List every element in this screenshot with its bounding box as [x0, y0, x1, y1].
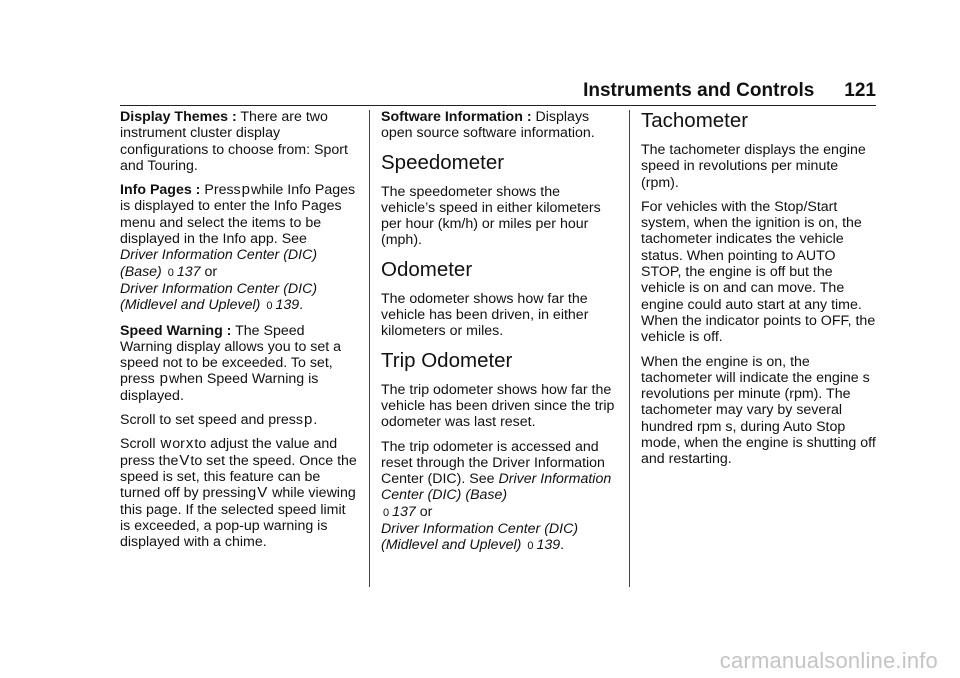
- period: .: [299, 297, 304, 314]
- dic-base-reference-link[interactable]: Driver Information Center (DIC) (Base): [120, 247, 318, 280]
- info-pages-text: while Info Pages is displayed to enter the Info Pages menu and select the items to be displayed in the Info app. See: [120, 182, 356, 248]
- page-reference-icon: 0: [167, 266, 174, 279]
- info-pages-term: Info Pages :: [120, 182, 201, 199]
- dic-midlevel-page-link[interactable]: 139: [275, 297, 300, 314]
- scroll-set-speed-text: Scroll to set speed and press: [120, 412, 303, 429]
- trip-odometer-text: The trip odometer shows how far the vehicle has been driven since the trip odometer was last reset.: [381, 381, 615, 431]
- scroll-adjust-paragraph: [120, 436, 358, 550]
- page-reference-icon: 0: [266, 300, 273, 313]
- period: .: [313, 412, 318, 429]
- column-divider: [629, 110, 630, 587]
- column-2: [381, 109, 615, 563]
- column-divider: [369, 110, 370, 587]
- display-themes-term: Display Themes :: [120, 109, 237, 125]
- select-button-icon: p: [241, 181, 250, 199]
- or-text: or: [204, 263, 218, 280]
- or-text: or: [172, 436, 185, 453]
- select-button-icon: p: [303, 411, 313, 429]
- header-rule: [120, 105, 876, 106]
- scroll-up-icon: w: [160, 435, 172, 453]
- speed-warning-text: The Speed Warning display allows you to set a speed not to be exceeded. To set, press: [120, 322, 342, 388]
- odometer-text: The odometer shows how far the vehicle has been driven, in either kilometers or miles.: [381, 290, 589, 340]
- tachometer-paragraph-3: When the engine is on, the tachometer will indicate the engine s revolutions per minute (rpm). The tachometer may vary by several hundred rpm s, during Auto Stop mode, when the engine is shutting off and restarting.: [641, 353, 876, 468]
- speed-warning-text-2: when Speed Warning is displayed.: [120, 371, 319, 404]
- info-pages-paragraph: [120, 182, 358, 314]
- dic-base-reference-link[interactable]: Driver Information Center (DIC) (Base): [381, 471, 612, 504]
- select-button-icon: p: [159, 370, 168, 388]
- page-reference-icon: 0: [383, 506, 390, 519]
- dic-base-page-link[interactable]: 137: [176, 263, 201, 280]
- display-themes-text: There are two instrument cluster display configurations to choose from: Sport and Touring.: [120, 109, 348, 174]
- tachometer-heading: Tachometer: [641, 109, 749, 132]
- software-info-paragraph: [381, 109, 615, 142]
- page-number: 121: [844, 80, 876, 101]
- column-3: [641, 109, 877, 476]
- checkmark-icon: V: [257, 484, 268, 502]
- trip-odometer-reset-text: The trip odometer is accessed and reset through the Driver Information Center (DIC). See: [381, 438, 605, 488]
- scroll-set-speed-paragraph: [120, 412, 358, 428]
- software-info-text: Displays open source software information.: [381, 109, 595, 142]
- speed-warning-paragraph: [120, 323, 358, 404]
- scroll-word: Scroll: [120, 436, 156, 453]
- checkmark-icon: V: [179, 451, 190, 469]
- speed-warning-term: Speed Warning :: [120, 322, 232, 339]
- trip-odometer-heading: Trip Odometer: [381, 348, 513, 372]
- scroll-adjust-text: to adjust the value and press the: [120, 436, 338, 469]
- tachometer-paragraph-1: The tachometer displays the engine speed in revolutions per minute (rpm).: [641, 142, 866, 191]
- tachometer-paragraph-2: For vehicles with the Stop/Start system, when the ignition is on, the tachometer indicates the vehicle status. When pointing to AUTO STOP, the engine is off but the vehicle is on and can move. The engine could auto start at any time. When the indicator points to OFF, the vehicle is off.: [641, 198, 876, 346]
- section-title: Instruments and Controls: [583, 80, 815, 101]
- dic-base-page-link[interactable]: 137: [392, 503, 416, 520]
- period: .: [560, 537, 565, 554]
- scroll-down-icon: x: [185, 435, 194, 453]
- dic-midlevel-page-link[interactable]: 139: [536, 537, 561, 554]
- speedometer-text: The speedometer shows the vehicle’s speed in either kilometers per hour (km/h) or miles per hour (mph).: [381, 183, 601, 249]
- software-info-term: Software Information :: [381, 109, 532, 125]
- info-pages-press: Press: [204, 182, 241, 199]
- or-text: or: [419, 503, 433, 520]
- dic-midlevel-reference-link[interactable]: Driver Information Center (DIC) (Midlevel and Uplevel): [381, 521, 579, 554]
- scroll-adjust-text-3: while viewing this page. If the selected speed limit is exceeded, a pop-up warning is displayed with a chime.: [120, 485, 356, 551]
- page-header: [583, 80, 876, 102]
- scroll-adjust-text-2: to set the speed. Once the speed is set, this feature can be turned off by pressing: [120, 452, 357, 502]
- speedometer-heading: Speedometer: [381, 150, 505, 174]
- page-reference-icon: 0: [527, 540, 534, 553]
- odometer-heading: Odometer: [381, 257, 473, 281]
- dic-midlevel-reference-link[interactable]: Driver Information Center (DIC) (Midlevel and Uplevel): [120, 280, 318, 314]
- watermark: carmanualsonline.info: [719, 648, 938, 673]
- trip-odometer-reset-paragraph: [381, 439, 615, 555]
- column-1: [120, 109, 358, 558]
- display-themes-paragraph: [120, 109, 358, 174]
